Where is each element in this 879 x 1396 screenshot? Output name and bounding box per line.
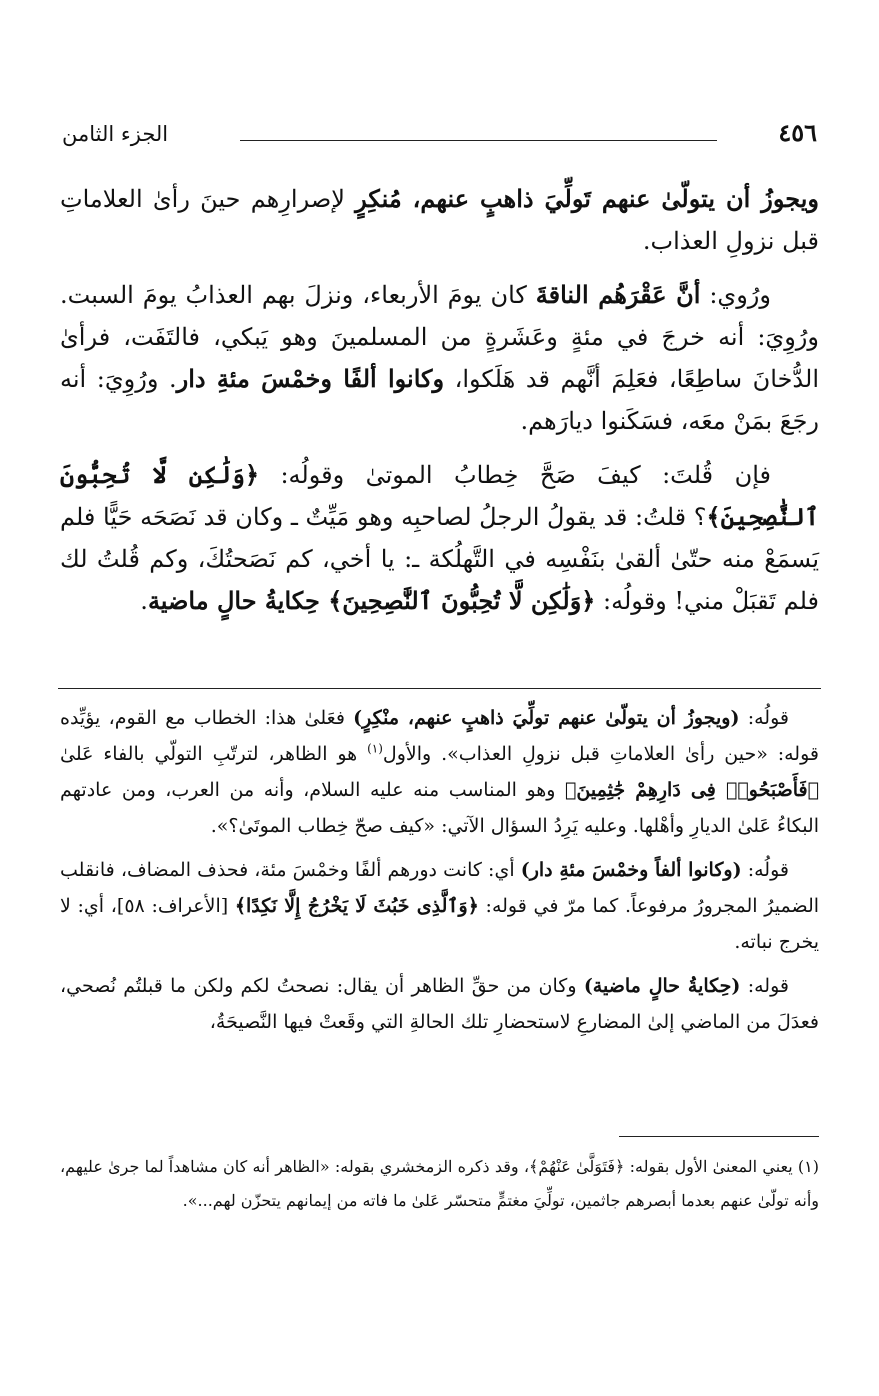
main-paragraph-1 (60, 178, 819, 262)
commentary-paragraph-1 (60, 700, 819, 844)
main-paragraph-2 (60, 274, 819, 442)
running-title: الجزء الثامن (62, 122, 169, 146)
fn-c: ، وقد ذكره الزمخشري بقوله: «الظاهر أنه كان مشاهداً لما جرىٰ عليهم، وأنه تولّىٰ عنهم بعدما أبصرهم جاثمين، تولِّيَ مغتمٍّ متحسّر عَلىٰ ما فاته من إيمانهم يتحزّن لهم...». (60, 1157, 819, 1210)
c3-c: وكان من حقِّ الظاهر أن يقال: نصحتُ لكم ولكن ما قبلتُم نُصحي، فعدَلَ من الماضي إلىٰ المضارعِ لاستحضارِ تلك الحالةِ التي وقَعتْ فيها النَّصيحَةُ، (60, 975, 819, 1033)
main-p3-d: ﴿وَلَٰكِن لَّا تُحِبُّونَ ٱلنَّٰصِحِينَ﴾ حِكايةُ حالٍ ماضية (147, 586, 596, 615)
c1-a: قولُه: (739, 707, 789, 729)
commentary-paragraph-2 (60, 852, 819, 960)
c1-c: فعَلىٰ هذا: الخطاب مع القوم، يؤيِّده قوله: «حين رأىٰ العلاماتِ قبل نزولِ العذاب». والأول (60, 707, 819, 765)
fn-b: ﴿فَتَوَلَّىٰ عَنْهُمْ﴾ (529, 1157, 625, 1176)
main-p1-rest: لإصرارِهم حينَ رأىٰ العلاماتِ قبل نزولِ العذاب. (60, 185, 819, 255)
c3-a: قوله: (740, 975, 789, 997)
fn-a: (١) يعني المعنىٰ الأول بقوله: (624, 1157, 820, 1176)
c1-d: هو الظاهر، لترتّبِ التولّي بالفاء عَلىٰ (60, 743, 368, 765)
c2-e: [الأعراف: ٥٨]، أي: لا يخرج نباته. (60, 895, 819, 953)
main-p1-bold: ويجوزُ أن يتولّىٰ عنهم تَولِّيَ ذاهبٍ عنهم، مُنكِرٍ (355, 184, 819, 213)
main-p3-c: ؟ قلتُ: قد يقولُ الرجلُ لصاحبِه وهو مَيِّتٌ ـ وكان قد نَصَحَه حَيًّا فلم يَسمَعْ منه حتّىٰ ألقىٰ بنَفْسِه في التَّهلُكة ـ: يا أخي، كم نَصَحتُكَ، وكم قُلتُ لك فلم تَقبَلْ مني! وقولُه: (60, 503, 819, 615)
c3-b: (حِكايةُ حالٍ ماضية) (583, 975, 741, 997)
c1-b: (ويجوزُ أن يتولّىٰ عنهم تولِّيَ ذاهبٍ عنهم، منْكِرٍ) (353, 707, 740, 729)
c1-f: وهو المناسب منه عليه السلام، وأنه من العرب، ومن عادتهم البكاءُ عَلىٰ الديارِ وأهْلها. وعليه يَرِدُ السؤال الآتي: «كيف صحّ خِطاب الموتَىٰ؟». (60, 779, 819, 837)
main-paragraph-3 (60, 454, 819, 622)
footnote-ref[interactable]: (١) (367, 741, 383, 756)
main-p2-b: أنَّ عَقْرَهُم الناقةَ (535, 280, 701, 309)
main-p3-b: ﴿وَلَٰكِن لَّا تُحِبُّونَ ٱلنَّٰصِحِينَ﴾ (60, 460, 819, 531)
section-divider (58, 688, 821, 689)
footnote (60, 1150, 819, 1218)
main-p2-c: كان يومَ الأربعاء، ونزلَ بهم العذابُ يومَ السبت. ورُوِيَ: أنه خرجَ في مئةٍ وعَشَرةٍ من المسلمينَ وهو يَبكي، فالتَفَت، فرأىٰ الدُّخانَ ساطِعًا، فعَلِمَ أنَّهم قد هَلَكوا، (60, 281, 819, 393)
commentary-text (60, 700, 819, 1048)
main-p2-e: . ورُوِيَ: أنه رجَعَ بمَنْ معَه، فسَكَنوا ديارَهم. (60, 365, 819, 435)
main-p3-a: فإن قُلتَ: كيفَ صَحَّ خِطابُ الموتىٰ وقولُه: (259, 461, 772, 489)
c2-a: قولُه: (741, 859, 789, 881)
main-text (60, 178, 819, 634)
c2-b: (وكانوا ألفاً وخمْسَ مئةِ دار) (520, 859, 742, 881)
main-p2-d: وكانوا ألفًا وخمْسَ مئةِ دار (176, 364, 445, 393)
c2-c: أي: كانت دورهم ألفًا وخمْسَ مئة، فحذف المضاف، فانقلب الضميرُ المجرورُ مرفوعاً. كما مرّ في قوله: (60, 859, 820, 917)
page-number: ٤٥٦ (778, 118, 817, 147)
footnote-1 (60, 1150, 819, 1218)
header-rule (240, 140, 717, 141)
main-p2-a: ورُوي: (700, 281, 771, 309)
c2-d: ﴿وَٱلَّذِى خَبُثَ لَا يَخْرُجُ إِلَّا نَكِدًا﴾ (234, 895, 479, 917)
c1-e: ﴿فَأَصْبَحُوا۟ فِى دَارِهِمْ جَٰثِمِينَ﴾ (565, 779, 819, 801)
page-header (62, 118, 817, 158)
main-p3-e: . (140, 587, 148, 615)
commentary-paragraph-3 (60, 968, 819, 1040)
footnote-rule (619, 1136, 819, 1137)
